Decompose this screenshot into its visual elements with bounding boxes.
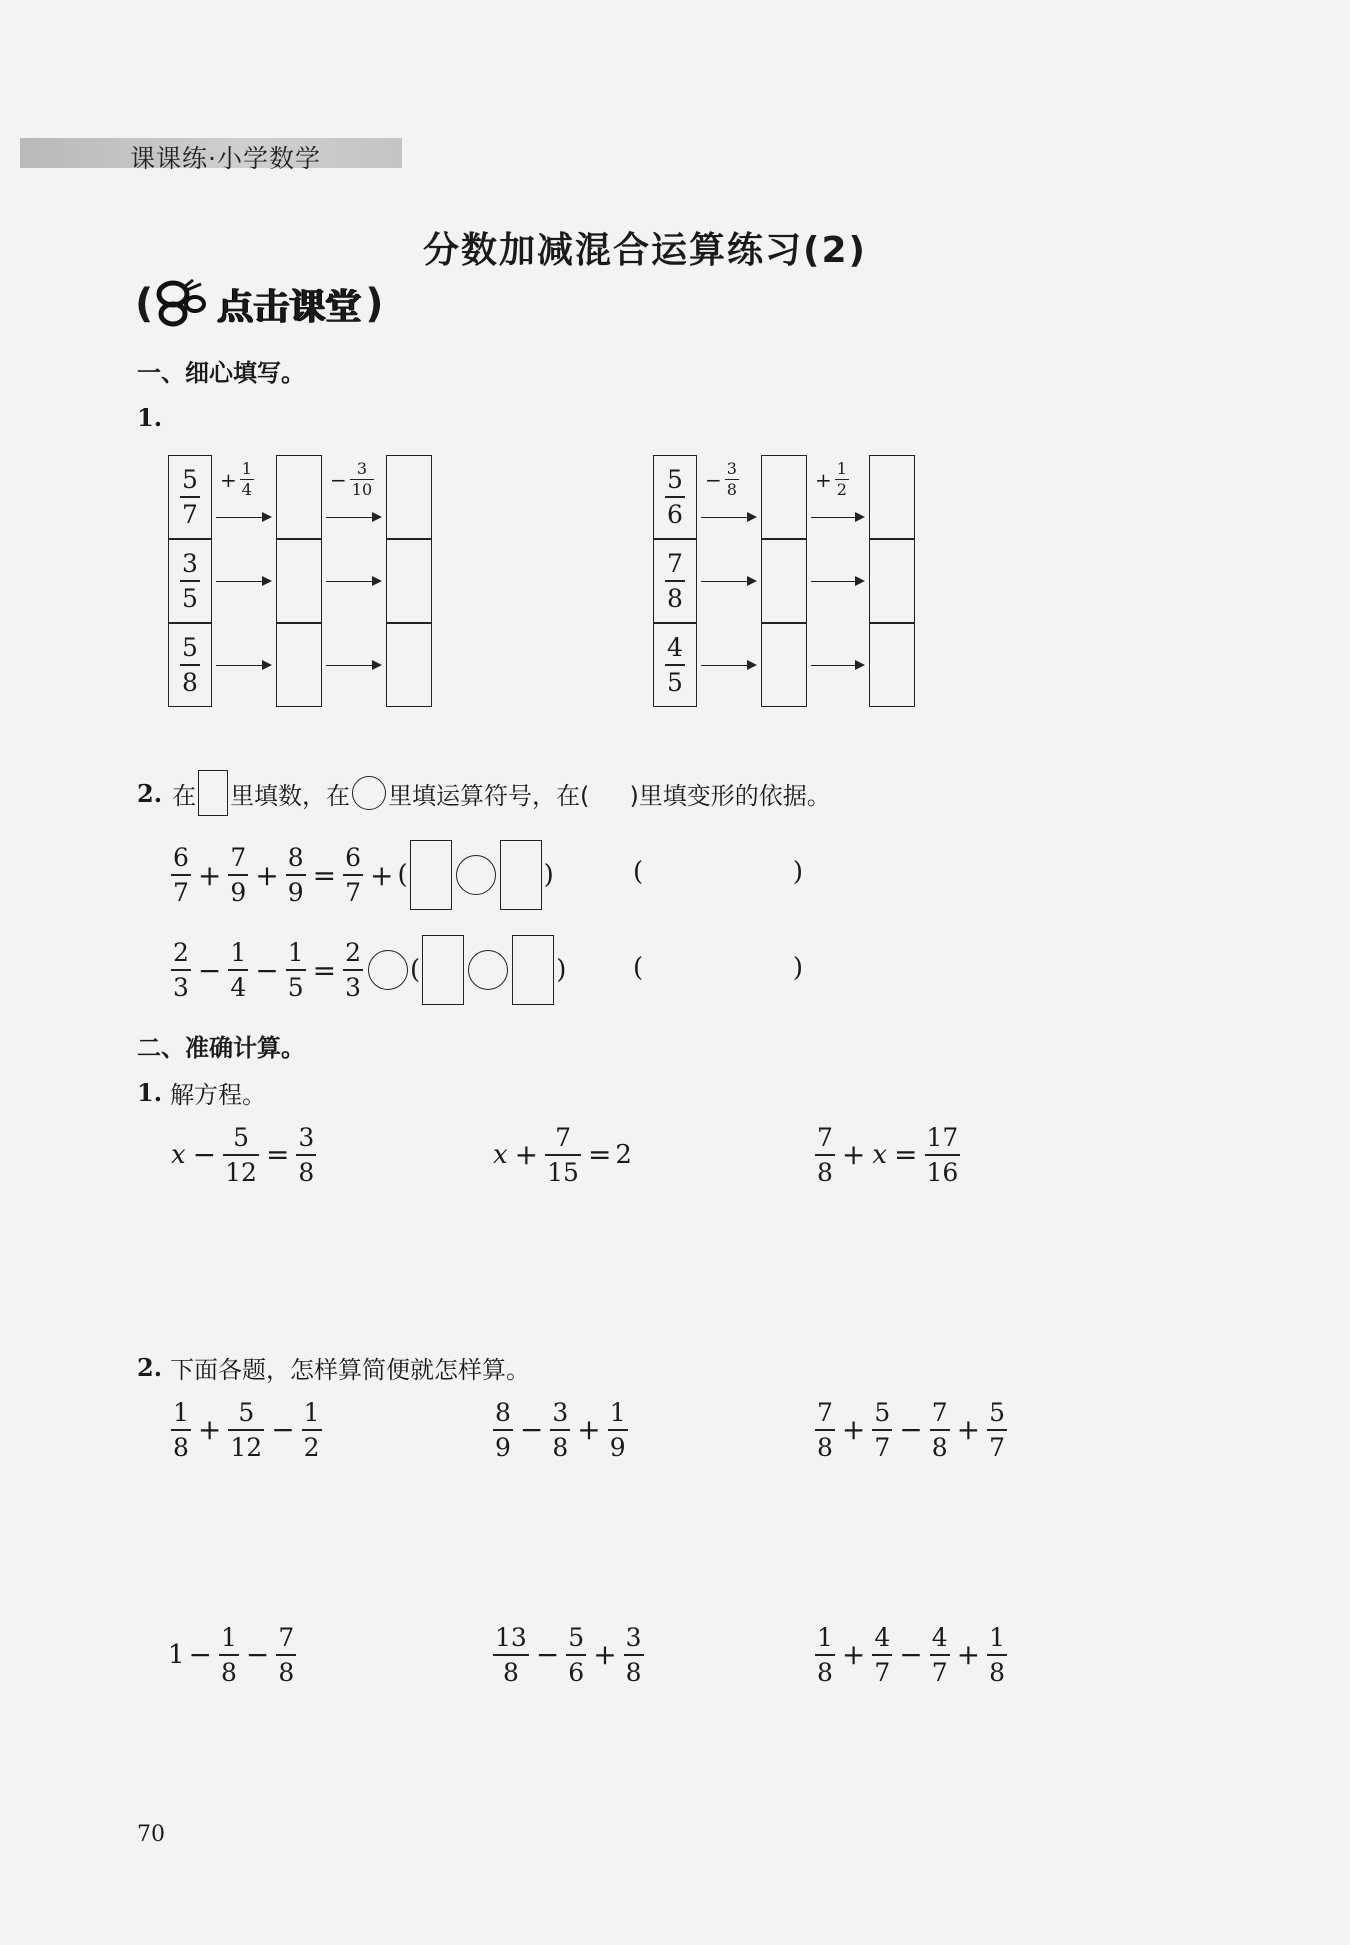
arrow-icon [701, 517, 755, 518]
q2-number: 2. [137, 778, 163, 808]
reason-blank[interactable]: ( ) [633, 953, 803, 983]
arrow-icon [811, 581, 863, 582]
q1-number: 1. [137, 403, 163, 432]
answer-box[interactable] [386, 623, 432, 707]
number-box[interactable] [512, 935, 554, 1005]
answer-box[interactable] [386, 539, 432, 623]
page-number: 70 [137, 1822, 165, 1847]
page-title: 分数加减混合运算练习(2) [423, 230, 867, 271]
banner-label: 点击课堂 [217, 286, 362, 328]
reason-blank[interactable]: ( ) [633, 857, 803, 887]
butterfly-icon [153, 278, 211, 330]
answer-box[interactable] [276, 539, 322, 623]
answer-box[interactable] [761, 539, 807, 623]
calc-problem-1: $\frac{1}{8}$ + $\frac{5}{12}$ − $\frac{1}{2}$ [173, 1398, 320, 1462]
equation-3: $\frac{7}{8}$ + x = $\frac{17}{16}$ [817, 1123, 959, 1187]
chain-start-fraction: $\frac{3}{5}$ [182, 549, 198, 613]
section2-q2: 2. 下面各题，怎样算简便就怎样算。 [137, 1353, 531, 1384]
calc-problem-5: $\frac{13}{8}$ − $\frac{5}{6}$ + $\frac{3}{8}$ [495, 1623, 642, 1687]
answer-box[interactable] [276, 623, 322, 707]
banner-left-bracket: ( [135, 281, 154, 327]
answer-box[interactable] [869, 539, 915, 623]
calc-problem-6: $\frac{1}{8}$ + $\frac{4}{7}$ − $\frac{4}{7}$ + $\frac{1}{8}$ [817, 1623, 1006, 1687]
chain-operation: + $\frac{1}{2}$ [815, 459, 847, 500]
series-label: 课课练·小学数学 [130, 144, 321, 173]
arrow-icon [216, 517, 270, 518]
arrow-icon [701, 665, 755, 666]
arrow-icon [216, 665, 270, 666]
calc-problem-2: $\frac{8}{9}$ − $\frac{3}{8}$ + $\frac{1}{9}$ [495, 1398, 626, 1462]
arrow-icon [216, 581, 270, 582]
chain-start-fraction: $\frac{5}{7}$ [182, 465, 198, 529]
answer-box[interactable] [869, 455, 915, 539]
equation-2: x + $\frac{7}{15}$ = 2 [493, 1123, 632, 1187]
answer-box[interactable] [761, 455, 807, 539]
chain-operation: − $\frac{3}{8}$ [705, 459, 737, 500]
circle-symbol [352, 776, 386, 810]
answer-box[interactable] [761, 623, 807, 707]
section1-heading: 一、细心填写。 [137, 359, 305, 387]
answer-box[interactable] [276, 455, 322, 539]
section-banner [135, 278, 384, 330]
operator-circle[interactable] [456, 855, 496, 895]
section2-heading: 二、准确计算。 [137, 1034, 305, 1062]
arrow-icon [326, 665, 380, 666]
q2-instruction: 2. 在 里填数，在 里填运算符号，在( )里填变形的依据。 [137, 770, 831, 816]
number-box[interactable] [422, 935, 464, 1005]
arrow-icon [811, 665, 863, 666]
answer-box[interactable] [869, 623, 915, 707]
chain-start-fraction: $\frac{4}{5}$ [667, 633, 683, 697]
section2-q1: 1. 解方程。 [137, 1078, 267, 1109]
equation-1: x − $\frac{5}{12}$ = $\frac{3}{8}$ [171, 1123, 315, 1187]
transform-expression-1: $\frac{6}{7}$ + $\frac{7}{9}$ + $\frac{8}{9}$ = $\frac{6}{7}$ + ( ) [168, 840, 554, 910]
banner-right-bracket: ) [365, 281, 384, 327]
square-symbol [198, 770, 228, 816]
answer-box[interactable] [386, 455, 432, 539]
chain-operation: + $\frac{1}{4}$ [220, 459, 252, 500]
calc-problem-4: 1 − $\frac{1}{8}$ − $\frac{7}{8}$ [168, 1623, 295, 1687]
chain-operation: − $\frac{3}{10}$ [330, 459, 373, 500]
number-box[interactable] [410, 840, 452, 910]
arrow-icon [701, 581, 755, 582]
number-box[interactable] [500, 840, 542, 910]
arrow-icon [811, 517, 863, 518]
arrow-icon [326, 517, 380, 518]
calc-problem-3: $\frac{7}{8}$ + $\frac{5}{7}$ − $\frac{7}{8}$ + $\frac{5}{7}$ [817, 1398, 1006, 1462]
chain-start-fraction: $\frac{7}{8}$ [667, 549, 683, 613]
chain-start-fraction: $\frac{5}{6}$ [667, 465, 683, 529]
transform-expression-2: $\frac{2}{3}$ − $\frac{1}{4}$ − $\frac{1}{5}$ = $\frac{2}{3}$ ( ) [168, 935, 566, 1005]
chain-start-fraction: $\frac{5}{8}$ [182, 633, 198, 697]
operator-circle[interactable] [468, 950, 508, 990]
operator-circle[interactable] [368, 950, 408, 990]
arrow-icon [326, 581, 380, 582]
